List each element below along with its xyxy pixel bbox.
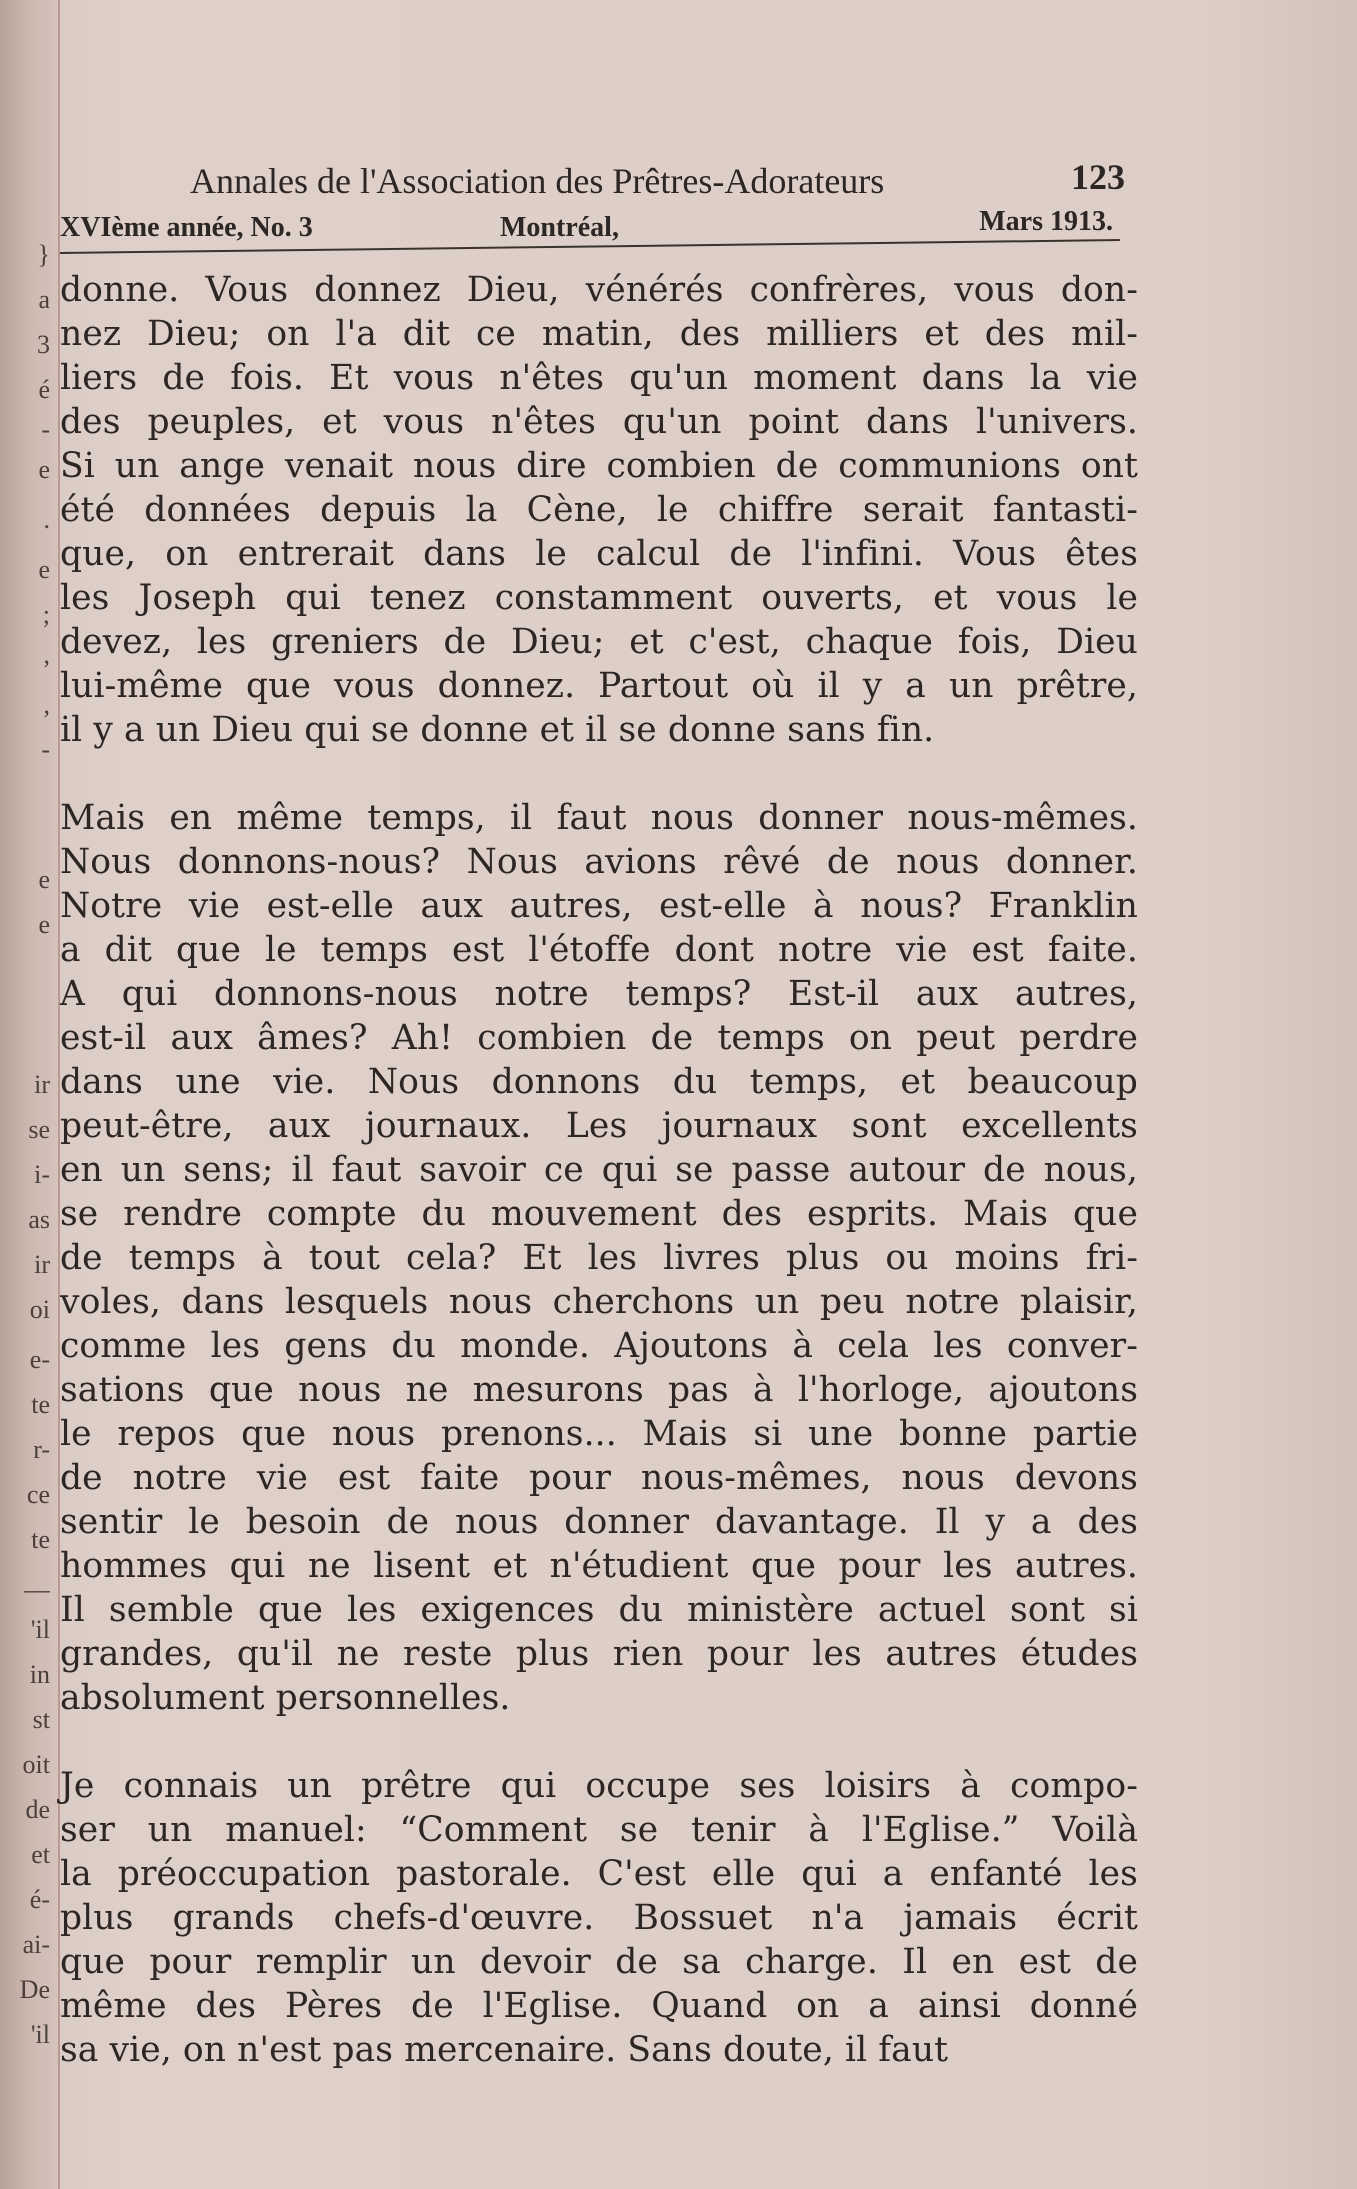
- text-line: la préoccupation pastorale. C'est elle qui a enfanté les: [60, 1854, 1138, 1894]
- text-line: hommes qui ne lisent et n'étudient que pour les autres.: [60, 1546, 1138, 1586]
- text-line: liers de fois. Et vous n'êtes qu'un moment dans la vie: [60, 358, 1138, 398]
- text-line: de temps à tout cela? Et les livres plus ou moins fri-: [60, 1238, 1138, 1278]
- margin-fragment: e: [38, 555, 50, 584]
- text-line: le repos que nous prenons... Mais si une bonne partie: [60, 1414, 1138, 1454]
- text-line: de notre vie est faite pour nous-mêmes, nous devons: [60, 1458, 1138, 1498]
- facing-page-margin-fragments: [0, 0, 60, 2189]
- margin-fragment: se: [28, 1115, 50, 1144]
- margin-fragment: é-: [29, 1885, 50, 1914]
- margin-fragment: ai-: [22, 1930, 50, 1959]
- text-line: est-il aux âmes? Ah! combien de temps on peut perdre: [60, 1018, 1138, 1058]
- text-line: les Joseph qui tenez constamment ouverts, et vous le: [60, 578, 1138, 618]
- margin-fragment: in: [29, 1660, 50, 1689]
- text-line: donne. Vous donnez Dieu, vénérés confrères, vous don-: [60, 270, 1138, 310]
- margin-fragment: -: [41, 415, 50, 444]
- margin-fragment: }: [37, 240, 50, 269]
- text-line: peut-être, aux journaux. Les journaux sont excellents: [60, 1106, 1138, 1146]
- margin-fragment: et: [31, 1840, 50, 1869]
- margin-fragment: oit: [22, 1750, 50, 1779]
- margin-fragment: te: [31, 1525, 50, 1554]
- text-line: été données depuis la Cène, le chiffre serait fantasti-: [60, 490, 1138, 530]
- text-line: des peuples, et vous n'êtes qu'un point dans l'univers.: [60, 402, 1138, 442]
- margin-fragment: ,: [43, 640, 50, 669]
- margin-fragment: e-: [29, 1345, 50, 1374]
- paragraph: [60, 1764, 1138, 2072]
- text-line: sations que nous ne mesurons pas à l'horloge, ajoutons: [60, 1370, 1138, 1410]
- text-line: sa vie, on n'est pas mercenaire. Sans doute, il faut: [60, 2030, 949, 2070]
- margin-fragment: 3: [37, 330, 50, 359]
- margin-fragment: a: [38, 285, 50, 314]
- margin-fragment: ,: [43, 690, 50, 719]
- article-body: [60, 268, 1138, 2072]
- page-number: 123: [1071, 157, 1125, 197]
- margin-fragment: .: [43, 505, 50, 534]
- margin-fragment: i-: [34, 1160, 50, 1189]
- text-line: sentir le besoin de nous donner davantage. Il y a des: [60, 1502, 1138, 1542]
- text-line: A qui donnons-nous notre temps? Est-il aux autres,: [60, 974, 1138, 1014]
- text-line: que pour remplir un devoir de sa charge. Il en est de: [60, 1942, 1138, 1982]
- running-head: [60, 157, 1125, 210]
- text-line: Mais en même temps, il faut nous donner nous-mêmes.: [60, 798, 1138, 838]
- margin-fragment: de: [25, 1795, 50, 1824]
- text-line: Si un ange venait nous dire combien de communions ont: [60, 446, 1138, 486]
- margin-fragment: r-: [33, 1435, 50, 1464]
- margin-fragment: ir: [34, 1070, 50, 1099]
- margin-fragment: te: [31, 1390, 50, 1419]
- text-line: lui-même que vous donnez. Partout où il y a un prêtre,: [60, 666, 1138, 706]
- text-line: dans une vie. Nous donnons du temps, et beaucoup: [60, 1062, 1138, 1102]
- text-line: ser un manuel: “Comment se tenir à l'Eglise.” Voilà: [60, 1810, 1138, 1850]
- text-line: plus grands chefs-d'œuvre. Bossuet n'a jamais écrit: [60, 1898, 1138, 1938]
- margin-fragment: De: [19, 1975, 50, 2004]
- text-line: voles, dans lesquels nous cherchons un peu notre plaisir,: [60, 1282, 1138, 1322]
- margin-fragment: oi: [29, 1295, 50, 1324]
- issue-date: Mars 1913.: [979, 206, 1113, 237]
- text-line: Nous donnons-nous? Nous avions rêvé de nous donner.: [60, 842, 1138, 882]
- margin-fragment: ;: [42, 600, 50, 629]
- city: Montréal,: [500, 212, 619, 243]
- margin-fragment: 'il: [30, 1615, 50, 1644]
- text-line: Il semble que les exigences du ministère actuel sont si: [60, 1590, 1138, 1630]
- margin-fragment: st: [32, 1705, 50, 1734]
- volume-number: XVIème année, No. 3: [60, 212, 313, 243]
- text-line: Je connais un prêtre qui occupe ses loisirs à compo-: [60, 1766, 1138, 1806]
- margin-fragment: e: [38, 910, 50, 939]
- journal-title: Annales de l'Association des Prêtres-Adorateurs: [190, 161, 885, 201]
- text-line: il y a un Dieu qui se donne et il se donne sans fin.: [60, 710, 935, 750]
- text-line: absolument personnelles.: [60, 1678, 511, 1718]
- text-line: a dit que le temps est l'étoffe dont notre vie est faite.: [60, 930, 1138, 970]
- text-line: grandes, qu'il ne reste plus rien pour les autres études: [60, 1634, 1138, 1674]
- text-line: que, on entrerait dans le calcul de l'infini. Vous êtes: [60, 534, 1138, 574]
- paragraph: [60, 268, 1138, 752]
- paragraph: [60, 796, 1138, 1720]
- text-line: en un sens; il faut savoir ce qui se passe autour de nous,: [60, 1150, 1138, 1190]
- margin-fragment: —: [24, 1575, 50, 1604]
- margin-fragment: -: [41, 735, 50, 764]
- text-line: comme les gens du monde. Ajoutons à cela les conver-: [60, 1326, 1138, 1366]
- text-line: nez Dieu; on l'a dit ce matin, des milliers et des mil-: [60, 314, 1138, 354]
- margin-fragment: e: [38, 455, 50, 484]
- margin-fragment: é: [38, 375, 50, 404]
- text-line: même des Pères de l'Eglise. Quand on a ainsi donné: [60, 1986, 1138, 2026]
- margin-fragment: e: [38, 865, 50, 894]
- text-line: se rendre compte du mouvement des esprits. Mais que: [60, 1194, 1138, 1234]
- text-line: devez, les greniers de Dieu; et c'est, chaque fois, Dieu: [60, 622, 1138, 662]
- margin-fragment: ce: [26, 1480, 50, 1509]
- text-line: Notre vie est-elle aux autres, est-elle à nous? Franklin: [60, 886, 1138, 926]
- margin-fragment: as: [28, 1205, 50, 1234]
- margin-fragment: 'il: [30, 2020, 50, 2049]
- margin-fragment: ir: [34, 1250, 50, 1279]
